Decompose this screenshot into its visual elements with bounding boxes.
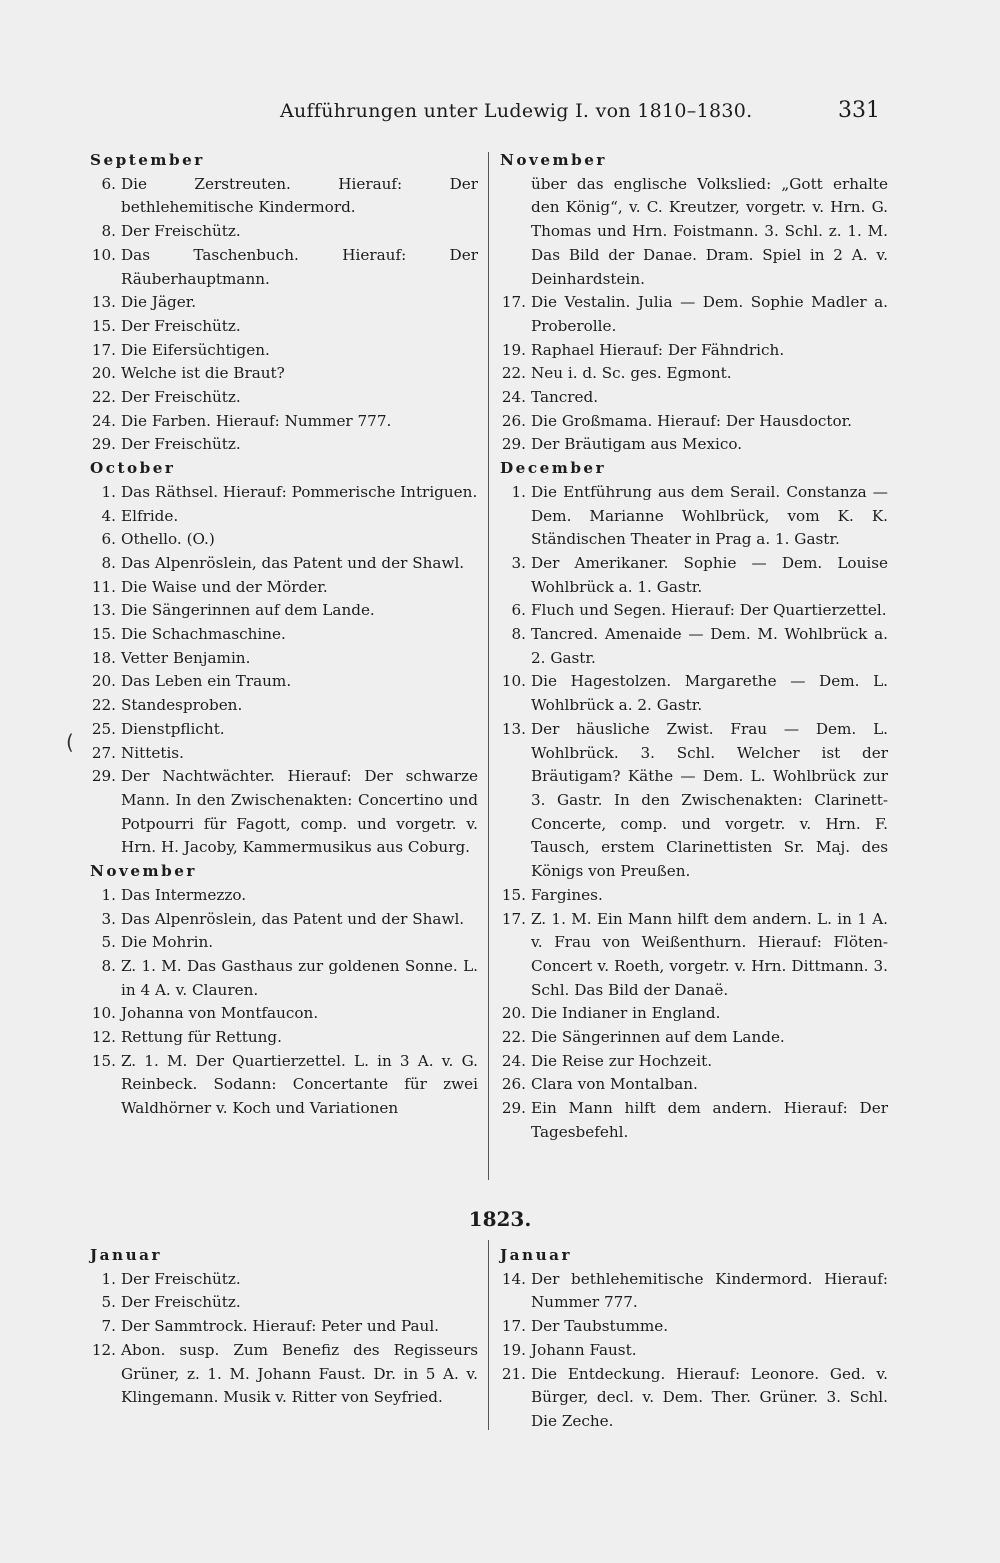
entry-date: 6. [101,530,116,549]
entry-date: 5. [101,1293,116,1312]
entry-date: 20. [91,672,116,691]
entry-date: 15. [91,1051,116,1070]
performance-entry [90,528,478,552]
entry-text: Neu i. d. Sc. ges. Egmont. [531,364,732,383]
performance-entry [90,362,478,386]
entry-text: Die Entführung aus dem Serail. Constanza — Dem. Marianne Wohlbrück, vom K. K. Ständischen Theater in Prag a. 1. Gastr. [531,482,888,549]
performance-entry [90,718,478,742]
entry-text: Tancred. [531,388,599,407]
month-heading: December [500,459,607,478]
performance-entry [90,931,478,955]
entry-text: Das Alpenröslein, das Patent und der Shawl. [121,909,465,928]
performance-entry [90,552,478,576]
performance-entry [500,908,888,1003]
performance-entry [500,291,888,338]
entry-text: Welche ist die Braut? [121,364,285,383]
performance-entry [90,220,478,244]
entry-date: 21. [501,1364,526,1383]
entry-text: über das englische Volkslied: „Gott erhalte den König“, v. C. Kreutzer, vorgetr. v. Hrn. G. Thomas und Hrn. Foistmann. 3. Schl. z. 1. M. Das Bild der Danae. Dram. Spiel in 2 A. v. Deinhardstein. [531,174,888,288]
entry-text: Die Hagestolzen. Margarethe — Dem. L. Wohlbrück a. 2. Gastr. [531,672,888,715]
entry-date: 13. [501,719,526,738]
entry-date: 24. [501,388,526,407]
entry-text: Die Vestalin. Julia — Dem. Sophie Madler a. Proberolle. [531,293,888,335]
entry-date: 26. [501,411,526,430]
performance-entry [500,1050,888,1074]
entry-text: Clara von Montalban. [531,1075,698,1094]
performance-entry [500,1026,888,1050]
entry-date: 1. [101,885,116,904]
entry-date: 26. [501,1075,526,1094]
performance-entry [500,670,888,717]
performance-entry [90,173,478,220]
entry-date: 3. [101,909,116,928]
performance-entry [500,1315,888,1339]
entry-date: 8. [101,956,116,975]
entry-date: 17. [501,1317,526,1336]
right-column [500,149,888,1145]
performance-entry [500,599,888,623]
performance-entry [90,1315,478,1339]
entry-text: Das Räthsel. Hierauf: Pommerische Intriguen. [121,482,478,501]
entry-date: 13. [91,293,116,312]
month-heading: Januar [500,1246,572,1264]
entry-text: Die Indianer in England. [531,1004,721,1023]
performance-entry [90,433,478,457]
left-column [90,149,478,1121]
performance-entry [500,1363,888,1434]
entry-date: 19. [501,1340,526,1359]
entry-date: 22. [91,696,116,715]
performance-entry [500,623,888,670]
entry-date: 15. [91,625,116,644]
entry-date: 17. [91,340,116,359]
performance-entry [90,291,478,315]
year-left-column [90,1244,478,1410]
entry-date: 22. [501,364,526,383]
performance-entry [90,1002,478,1026]
entry-date: 20. [501,1004,526,1023]
entry-text: Fargines. [531,885,603,904]
performance-entry [90,765,478,860]
entry-date: 22. [501,1028,526,1047]
entry-date: 1. [511,482,526,501]
entry-date: 29. [501,435,526,454]
entry-text: Das Leben ein Traum. [121,672,292,691]
entry-text: Der Freischütz. [121,222,241,241]
entry-date: 6. [511,601,526,620]
entry-text: Die Reise zur Hochzeit. [531,1051,713,1070]
entry-text: Der Freischütz. [121,388,241,407]
performance-entry [500,1339,888,1363]
entry-text: Die Großmama. Hierauf: Der Hausdoctor. [531,411,853,430]
month-heading: Januar [90,1246,162,1264]
entry-date: 10. [91,245,116,264]
entry-text: Der Nachtwächter. Hierauf: Der schwarze Mann. In den Zwischenakten: Concertino und Potpourri für Fagott, comp. und vorgetr. v. Hrn. H. Jacoby, Kammermusikus aus Coburg. [121,767,478,857]
performance-entry [90,339,478,363]
entry-date: 15. [501,885,526,904]
performance-entry [90,908,478,932]
month-heading: October [90,459,176,478]
month-heading: September [90,151,205,169]
entry-text: Der Taubstumme. [531,1317,669,1336]
performance-entry [500,1097,888,1144]
entry-date: 4. [101,506,116,525]
entry-text: Der Sammtrock. Hierauf: Peter und Paul. [121,1317,440,1336]
entry-text: Rettung für Rettung. [121,1028,282,1047]
performance-entry [90,244,478,291]
running-title: Aufführungen unter Ludewig I. von 1810–1830. [280,100,753,122]
page-header [90,98,880,128]
performance-entry [500,1002,888,1026]
performance-entry [500,884,888,908]
entry-date: 15. [91,316,116,335]
entry-date: 11. [91,577,116,596]
entry-text: Die Waise und der Mörder. [121,577,328,596]
entry-date: 27. [91,743,116,762]
entry-text: Z. 1. M. Ein Mann hilft dem andern. L. in 1 A. v. Frau von Weißenthurn. Hierauf: Flöten-Concert v. Roeth, vorgetr. v. Hrn. Dittmann. 3. Schl. Das Bild der Danaë. [531,909,888,999]
month-heading: November [90,862,197,881]
entry-date: 29. [91,435,116,454]
entry-date: 8. [101,553,116,572]
performance-entry [90,694,478,718]
performance-entry [90,1268,478,1292]
performance-entry [90,670,478,694]
entry-date: 3. [511,553,526,572]
performance-entry [500,718,888,884]
performance-entry [90,647,478,671]
entry-text: Fluch und Segen. Hierauf: Der Quartierzettel. [531,601,887,620]
entry-text: Das Alpenröslein, das Patent und der Shawl. [121,553,465,572]
entry-text: Elfride. [121,506,179,525]
performance-entry [500,481,888,552]
performance-entry [500,410,888,434]
performance-entry [90,505,478,529]
entry-date: 22. [91,388,116,407]
entry-text: Der Freischütz. [121,1269,241,1288]
entry-date: 7. [101,1317,116,1336]
entry-text: Dienstpflicht. [121,719,225,738]
entry-text: Der Bräutigam aus Mexico. [531,435,743,454]
entry-text: Die Schachmaschine. [121,625,286,644]
entry-text: Tancred. Amenaide — Dem. M. Wohlbrück a. 2. Gastr. [531,625,888,667]
entry-text: Die Jäger. [121,293,197,312]
performance-entry [90,481,478,505]
entry-date: 18. [91,648,116,667]
month-heading: November [500,151,607,169]
column-divider-1823 [488,1240,489,1430]
entry-date: 24. [501,1051,526,1070]
performance-entry [500,339,888,363]
entry-date: 1. [101,1269,116,1288]
page-number: 331 [838,98,880,123]
entry-date: 25. [91,719,116,738]
performance-entry [500,386,888,410]
entry-date: 17. [501,909,526,928]
entry-text: Nittetis. [121,743,184,762]
entry-date: 13. [91,601,116,620]
performance-entry [500,1268,888,1315]
performance-entry [90,1291,478,1315]
entry-date: 6. [101,174,116,193]
entry-text: Der Freischütz. [121,435,241,454]
performance-entry [500,433,888,457]
entry-text: Die Mohrin. [121,933,214,952]
performance-entry [90,1339,478,1410]
entry-text: Der bethlehemitische Kindermord. Hierauf: Nummer 777. [531,1269,888,1312]
entry-text: Die Eifersüchtigen. [121,340,270,359]
entry-date: 10. [91,1004,116,1023]
entry-text: Z. 1. M. Das Gasthaus zur goldenen Sonne. L. in 4 A. v. Clauren. [121,956,478,999]
entry-text: Johann Faust. [531,1340,637,1359]
performance-entry [90,1050,478,1121]
entry-text: Raphael Hierauf: Der Fähndrich. [531,340,785,359]
entry-text: Standesproben. [121,696,243,715]
entry-text: Die Sängerinnen auf dem Lande. [121,601,375,620]
entry-date: 17. [501,293,526,312]
performance-entry [90,742,478,766]
performance-entry [90,599,478,623]
entry-date: 19. [501,340,526,359]
entry-text: Die Sängerinnen auf dem Lande. [531,1028,785,1047]
performance-entry [500,173,888,292]
performance-entry [90,884,478,908]
entry-date: 24. [91,411,116,430]
entry-text: Die Farben. Hierauf: Nummer 777. [121,411,392,430]
performance-entry [500,362,888,386]
entry-date: 8. [511,625,526,644]
column-divider [488,152,489,1180]
performance-entry [500,1073,888,1097]
entry-text: Othello. (O.) [121,530,215,549]
entry-text: Der Amerikaner. Sophie — Dem. Louise Wohlbrück a. 1. Gastr. [531,553,888,596]
entry-text: Das Taschenbuch. Hierauf: Der Räuberhauptmann. [121,245,478,288]
entry-text: Die Zerstreuten. Hierauf: Der bethlehemitische Kindermord. [121,174,478,217]
entry-text: Johanna von Montfaucon. [121,1004,319,1023]
performance-entry [90,623,478,647]
entry-date: 12. [91,1340,116,1359]
performance-entry [90,315,478,339]
entry-text: Z. 1. M. Der Quartierzettel. L. in 3 A. v. G. Reinbeck. Sodann: Concertante für zwei Waldhörner v. Koch und Variationen [121,1051,478,1118]
entry-text: Der Freischütz. [121,1293,241,1312]
entry-date: 10. [501,672,526,691]
performance-entry [90,1026,478,1050]
entry-text: Der häusliche Zwist. Frau — Dem. L. Wohlbrück. 3. Schl. Welcher ist der Bräutigam? Käthe — Dem. L. Wohlbrück zur 3. Gastr. In den Zwischenakten: Clarinett-Concerte, comp. und vorgetr. v. Hrn. F. Tausch, erstem Clarinettisten Sr. Maj. des Königs von Preußen. [531,719,888,881]
entry-text: Ein Mann hilft dem andern. Hierauf: Der Tagesbefehl. [531,1099,888,1141]
entry-date: 14. [501,1269,526,1288]
entry-date: 12. [91,1028,116,1047]
entry-date: 29. [501,1099,526,1118]
entry-text: Der Freischütz. [121,316,241,335]
year-right-column [500,1244,888,1434]
entry-text: Das Intermezzo. [121,885,247,904]
year-heading: 1823. [468,1207,532,1231]
entry-date: 20. [91,364,116,383]
performance-entry [90,410,478,434]
performance-entry [500,552,888,599]
entry-date: 29. [91,767,116,786]
performance-entry [90,955,478,1002]
entry-date: 8. [101,222,116,241]
entry-text: Vetter Benjamin. [121,648,251,667]
performance-entry [90,576,478,600]
entry-date: 1. [101,482,116,501]
margin-mark: ( [66,730,74,754]
entry-text: Abon. susp. Zum Benefiz des Regisseurs Grüner, z. 1. M. Johann Faust. Dr. in 5 A. v. Klingemann. Musik v. Ritter von Seyfried. [121,1340,478,1407]
performance-entry [90,386,478,410]
entry-date: 5. [101,933,116,952]
entry-date [500,173,531,197]
entry-text: Die Entdeckung. Hierauf: Leonore. Ged. v. Bürger, decl. v. Dem. Ther. Grüner. 3. Schl. Die Zeche. [531,1364,888,1430]
